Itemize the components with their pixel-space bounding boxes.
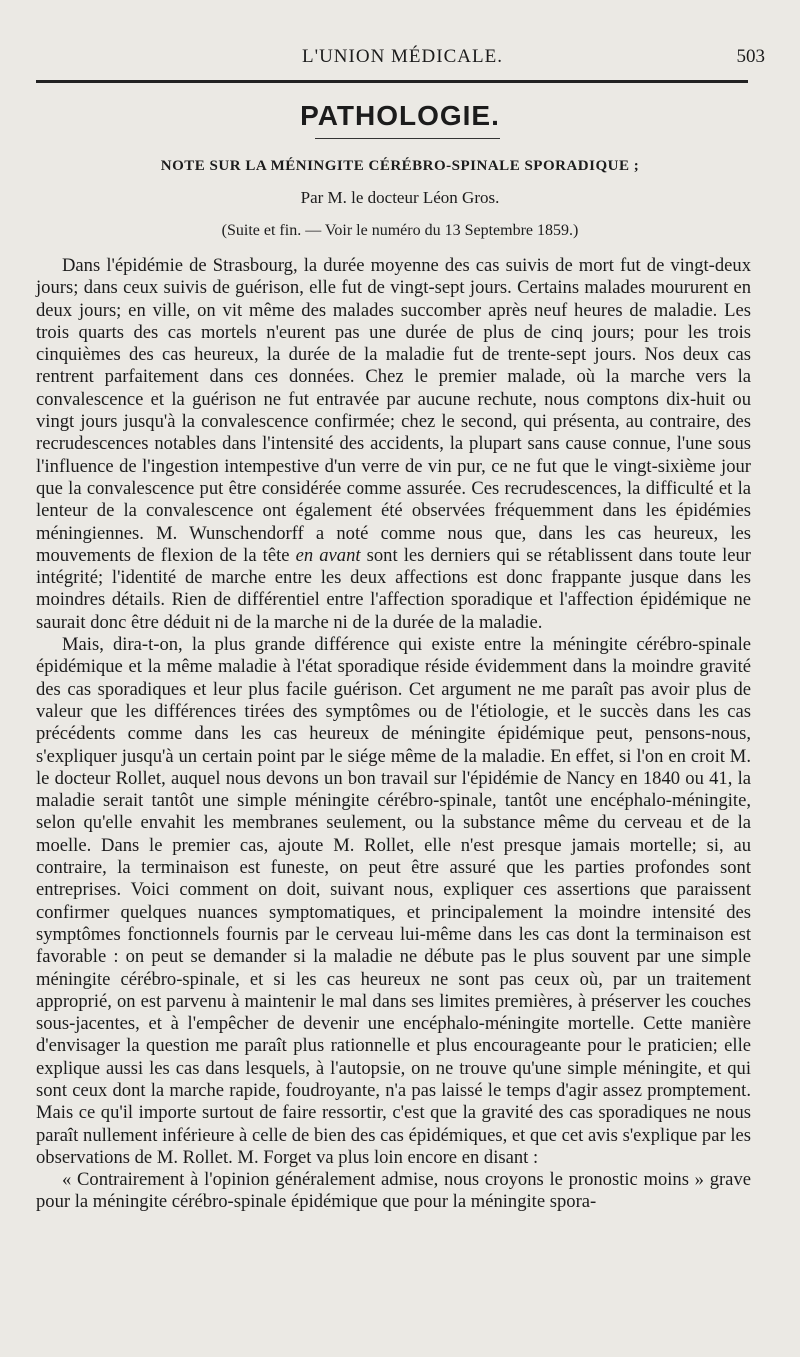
header-rule xyxy=(36,80,748,83)
page-number: 503 xyxy=(736,46,765,67)
article-byline: Par M. le docteur Léon Gros. xyxy=(300,188,500,207)
paragraph-1-emphasis: en avant xyxy=(295,544,361,566)
paragraph-3-quote: « Contrairement à l'opinion généralement admise, nous croyons le pronostic moins » grave pour la méningite cérébro-spinale épidémique que pour la méningite spora- xyxy=(36,1169,751,1213)
continuation-note: (Suite et fin. — Voir le numéro du 13 Septembre 1859.) xyxy=(221,222,579,239)
paragraph-1-text-b: sont les derniers qui se rétablissent dans toute leur intégrité; l'identité de marche entre les deux affections est donc frappante jusque dans les moindres détails. Rien de différentiel entre l'affection sporadique et l'affection épidémique ne saurait donc être déduit ni de la marche ni de la durée de la maladie. xyxy=(36,544,751,633)
journal-title: L'UNION MÉDICALE. xyxy=(302,46,503,67)
article-title: NOTE SUR LA MÉNINGITE CÉRÉBRO-SPINALE SPORADIQUE ; xyxy=(160,158,640,174)
paragraph-2: Mais, dira-t-on, la plus grande différence qui existe entre la méningite cérébro-spinale épidémique et la même maladie à l'état sporadique réside évidemment dans la moindre gravité des cas sporadiques et leur plus facile guérison. Cet argument ne me paraît pas avoir plus de valeur que les différences tirées des symptômes ou de l'étiologie, et le succès dans les cas précédents comme dans les cas heureux de méningite épidémique peut, pensons-nous, s'expliquer jusqu'à un certain point par le siége même de la maladie. En effet, si l'on en croit M. le docteur Rollet, auquel nous devons un bon travail sur l'épidémie de Nancy en 1840 ou 41, la maladie serait tantôt une simple méningite cérébro-spinale, tantôt une encéphalo-méningite, selon qu'elle envahit les membranes seulement, ou la substance même du cerveau et de la moelle. Dans le premier cas, ajoute M. Rollet, elle n'est presque jamais mortelle; si, au contraire, la terminaison est funeste, on peut être assuré que les parties profondes sont entreprises. Voici comment on doit, suivant nous, expliquer ces assertions que paraissent confirmer quelques nuances symptomatiques, et principalement la moindre intensité des symptômes fonctionnels fournis par le cerveau lui-même dans les cas dont la terminaison est favorable : on peut se demander si la maladie ne débute pas le plus souvent par une simple méningite cérébro-spinale, et si les cas heureux ne sont pas ceux où, par un traitement approprié, on est parvenu à maintenir le mal dans ses limites premières, à préserver les couches sous-jacentes, et à l'empêcher de devenir une encéphalo-méningite mortelle. Cette manière d'envisager la question me paraît plus rationnelle et plus encourageante pour le praticien; elle explique aussi les cas dans lesquels, à l'autopsie, on ne trouve qu'une simple méningite, et qui sont ceux dont la marche rapide, foudroyante, n'a pas laissé le temps d'agir assez promptement. Mais ce qu'il importe surtout de faire ressortir, c'est que la gravité des cas sporadiques ne nous paraît nullement inférieure à celle de bien des cas épidémiques, et que cet avis s'explique par les observations de M. Rollet. M. Forget va plus loin encore en disant : xyxy=(36,634,751,1168)
title-rule xyxy=(315,138,500,139)
paragraph-1 xyxy=(36,255,751,634)
section-title: PATHOLOGIE. xyxy=(300,100,500,131)
running-head xyxy=(40,46,765,74)
paragraph-1-text-a: Dans l'épidémie de Strasbourg, la durée moyenne des cas suivis de mort fut de vingt-deux jours; dans ceux suivis de guérison, elle fut de vingt-sept jours. Certains malades moururent en deux jours; en ville, on vit même des malades succomber après neuf heures de maladie. Les trois quarts des cas mortels n'eurent pas une durée de plus de cinq jours; pour les trois cinquièmes des cas heureux, la durée de la maladie fut de trente-sept jours. Nos deux cas rentrent parfaitement dans ces données. Chez le premier malade, où la marche vers la convalescence et la guérison ne fut entravée par aucune rechute, nous comptons dix-huit ou vingt jours jusqu'à la convalescence confirmée; chez le second, qui présenta, au contraire, des recrudescences notables dans l'intensité des accidents, la plupart sans cause connue, l'une sous l'influence de l'ingestion intempestive d'un verre de vin pur, ce ne fut que le vingt-sixième jour que la convalescence put être considérée comme assurée. Ces recrudescences, la difficulté et la lenteur de la convalescence ont également été observées fréquemment dans les épidémies méningiennes. M. Wunschendorff a noté comme nous que, dans les cas heureux, les mouvements de flexion de la tête xyxy=(36,255,751,566)
article-body xyxy=(36,255,751,1214)
